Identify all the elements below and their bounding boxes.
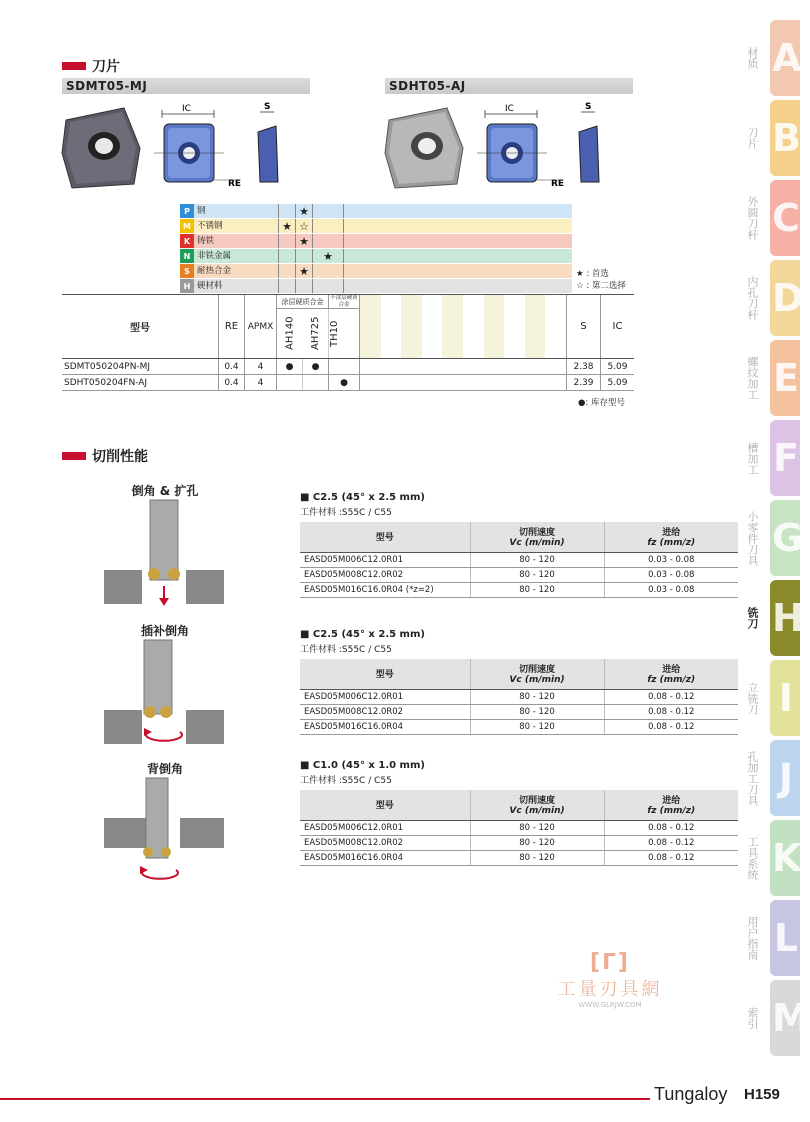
- perf-header-row: [300, 522, 738, 552]
- perf-cell-fz: 0.08 - 0.12: [604, 850, 738, 865]
- coated-header: 涂层硬质合金: [277, 295, 328, 309]
- side-tab-label: 工具系统: [746, 836, 759, 880]
- perf-cell-model: EASD05M006C12.0R01: [300, 552, 470, 567]
- cell-stock-ah140: [276, 375, 302, 390]
- side-tab-letter: F: [773, 436, 799, 480]
- perf-col-model: 型号: [300, 790, 470, 820]
- iso-code: S: [180, 264, 194, 278]
- side-tab-b[interactable]: [746, 98, 801, 178]
- side-tab-letter: B: [772, 116, 801, 160]
- material-row: [180, 234, 572, 249]
- perf-cell-vc: 80 - 120: [470, 552, 604, 567]
- cell-stock-th10: ●: [328, 375, 360, 390]
- material-label: 非铁金属: [197, 251, 232, 261]
- legend-preferred: ★ : 首选: [576, 269, 609, 279]
- side-tab-letter: L: [773, 916, 799, 960]
- perf-col-model: 型号: [300, 522, 470, 552]
- material-row: [180, 249, 572, 264]
- perf-cell-model: EASD05M008C12.0R02: [300, 567, 470, 582]
- grade-mark-th10: [312, 264, 344, 278]
- side-tab-c[interactable]: [746, 178, 800, 258]
- perf-cell-vc: 80 - 120: [470, 567, 604, 582]
- side-tab-label: 孔加工刀具: [746, 750, 759, 806]
- insert-table: [62, 294, 634, 391]
- svg-text:RE: RE: [551, 179, 565, 189]
- grade-mark-ah725: [295, 249, 312, 263]
- perf-row: [300, 567, 738, 582]
- sdmt-front-view: [154, 104, 241, 189]
- cell-stock-ah725: ●: [302, 359, 328, 374]
- material-label: 不锈钢: [197, 221, 223, 231]
- perf-col-vc: 切削速度 Vc (m/min): [470, 659, 604, 689]
- side-tab-letter: M: [772, 996, 810, 1040]
- perf-cell-vc: 80 - 120: [470, 820, 604, 835]
- side-tab-label: 立铣刀: [746, 681, 759, 715]
- footer-brand: Tungaloy: [654, 1084, 728, 1104]
- perf-cell-vc: 80 - 120: [470, 719, 604, 734]
- perf-section-heading: [62, 446, 148, 466]
- perf-table-2-material: 工件材料 :S55C / C55: [300, 645, 392, 655]
- perf-cell-fz: 0.03 - 0.08: [604, 582, 738, 597]
- svg-text:S: S: [264, 102, 271, 112]
- material-label: 铸铁: [197, 236, 215, 246]
- side-tab-e[interactable]: [746, 338, 800, 418]
- cell-apmx: 4: [244, 359, 276, 374]
- grade-mark-th10: [312, 219, 344, 233]
- perf-row: [300, 552, 738, 567]
- perf-row: [300, 850, 738, 865]
- side-tab-a[interactable]: [746, 18, 802, 98]
- perf-row: [300, 719, 738, 734]
- iso-code: P: [180, 204, 194, 218]
- heading-marker: [62, 62, 86, 70]
- col-ic: IC: [600, 295, 634, 358]
- insert-heading-text: 刀片: [92, 59, 120, 75]
- perf-heading-text: 切削性能: [92, 449, 148, 465]
- perf-col-vc: 切削速度 Vc (m/min): [470, 522, 604, 552]
- perf-table-1-material: 工件材料 :S55C / C55: [300, 508, 392, 518]
- iso-code: K: [180, 234, 194, 248]
- col-s: S: [566, 295, 600, 358]
- col-apmx: APMX: [244, 295, 276, 358]
- side-tab-letter: K: [772, 836, 802, 880]
- cell-stock-ah140: ●: [276, 359, 302, 374]
- cell-model: SDMT050204PN-MJ: [64, 362, 151, 372]
- perf-row: [300, 689, 738, 704]
- perf-header-row: [300, 659, 738, 689]
- perf-cell-fz: 0.08 - 0.12: [604, 835, 738, 850]
- side-tab-letter: E: [773, 356, 799, 400]
- col-model: 型号: [130, 323, 150, 334]
- perf-table-1: [300, 522, 738, 598]
- insert-table-header: [62, 295, 634, 359]
- svg-text:RE: RE: [228, 179, 242, 189]
- grade-mark-ah140: [278, 279, 295, 293]
- legend-stock: ●: 库存型号: [578, 398, 625, 408]
- iso-code: M: [180, 219, 194, 233]
- side-tab-label: 用户指南: [746, 916, 759, 960]
- side-tab-d[interactable]: [746, 258, 804, 338]
- cell-stock-th10: [328, 359, 360, 374]
- perf-table-1-block: [300, 492, 738, 598]
- illus-label-2: 插补倒角: [140, 624, 189, 638]
- perf-cell-model: EASD05M016C16.0R04: [300, 719, 470, 734]
- perf-col-fz: 进给 fz (mm/z): [604, 659, 738, 689]
- grade-mark-ah140: [278, 234, 295, 248]
- side-tab-label: 索引: [746, 1007, 759, 1029]
- side-tab-j[interactable]: [746, 738, 800, 818]
- cell-re: 0.4: [218, 359, 244, 374]
- grade-mark-th10: [312, 234, 344, 248]
- material-row: [180, 219, 572, 234]
- iso-code: N: [180, 249, 194, 263]
- cell-ic: 5.09: [600, 359, 634, 374]
- perf-cell-model: EASD05M016C16.0R04: [300, 850, 470, 865]
- side-tab-label: 螺纹加工: [746, 356, 759, 400]
- perf-table-2: [300, 659, 738, 735]
- side-tab-label: 铣刀: [746, 607, 759, 629]
- side-tab-label: 小零件刀具: [746, 510, 759, 566]
- perf-row: [300, 704, 738, 719]
- grade-mark-ah725: ☆: [295, 219, 312, 233]
- grade-mark-th10: [312, 279, 344, 293]
- iso-code: H: [180, 279, 194, 293]
- watermark-url: WWW.GLRJW.COM: [578, 1001, 642, 1009]
- side-tab-letter: I: [778, 676, 794, 720]
- grade-mark-ah140: [278, 264, 295, 278]
- grade-mark-th10: ★: [312, 249, 344, 263]
- perf-table-3-material: 工件材料 :S55C / C55: [300, 776, 392, 786]
- grade-mark-th10: [312, 204, 344, 218]
- perf-col-vc: 切削速度 Vc (m/min): [470, 790, 604, 820]
- perf-table-3: [300, 790, 738, 866]
- side-tab-letter: D: [772, 276, 804, 320]
- side-tab-i[interactable]: [746, 658, 800, 738]
- perf-table-2-title: ■ C2.5 (45° x 2.5 mm): [300, 629, 425, 640]
- grade-th10: TH10: [329, 320, 340, 347]
- perf-row: [300, 582, 738, 597]
- footer-page-number: H159: [744, 1086, 780, 1103]
- side-tab-letter: G: [772, 516, 804, 560]
- material-label: 耐热合金: [197, 266, 232, 276]
- grade-ah140: AH140: [284, 316, 296, 351]
- svg-text:S: S: [585, 102, 592, 112]
- perf-cell-model: EASD05M008C12.0R02: [300, 835, 470, 850]
- perf-cell-vc: 80 - 120: [470, 704, 604, 719]
- side-tab-k[interactable]: [746, 818, 802, 898]
- side-tab-letter: H: [772, 596, 804, 640]
- side-tab-letter: A: [772, 36, 802, 80]
- cell-apmx: 4: [244, 375, 276, 390]
- perf-cell-fz: 0.03 - 0.08: [604, 552, 738, 567]
- footer-rule: [0, 1098, 650, 1100]
- perf-cell-fz: 0.03 - 0.08: [604, 567, 738, 582]
- interpolation-chamfer-illustration: [104, 640, 224, 750]
- sdht-front-view: [477, 104, 564, 189]
- perf-cell-vc: 80 - 120: [470, 582, 604, 597]
- grade-mark-ah140: ★: [278, 219, 295, 233]
- material-grid: [180, 204, 572, 294]
- sdmt-side-view: [258, 102, 278, 182]
- perf-table-3-title: ■ C1.0 (45° x 1.0 mm): [300, 760, 425, 771]
- perf-col-fz: 进给 fz (mm/z): [604, 790, 738, 820]
- insert-section-heading: [62, 56, 120, 76]
- chamfer-bore-illustration: [104, 500, 224, 610]
- perf-table-3-block: [300, 760, 738, 866]
- perf-table-1-title: ■ C2.5 (45° x 2.5 mm): [300, 492, 425, 503]
- perf-cell-vc: 80 - 120: [470, 850, 604, 865]
- grade-mark-ah725: [295, 279, 312, 293]
- sdmt-insert-drawings: [62, 98, 312, 198]
- svg-text:IC: IC: [182, 104, 191, 114]
- illus-label-1: 倒角 & 扩孔: [131, 484, 199, 498]
- perf-cell-fz: 0.08 - 0.12: [604, 704, 738, 719]
- model-title-sdht: SDHT05-AJ: [385, 78, 633, 94]
- sdht-insert-photo: [385, 108, 463, 188]
- grade-ah725: AH725: [303, 309, 329, 358]
- perf-table-2-block: [300, 629, 738, 735]
- grade-mark-ah725: ★: [295, 204, 312, 218]
- cell-re: 0.4: [218, 375, 244, 390]
- svg-text:IC: IC: [505, 104, 514, 114]
- material-label: 钢: [197, 206, 206, 216]
- material-label: 硬材料: [197, 281, 223, 291]
- perf-cell-fz: 0.08 - 0.12: [604, 689, 738, 704]
- perf-col-model: 型号: [300, 659, 470, 689]
- material-row: [180, 264, 572, 279]
- side-tab-letter: J: [778, 756, 794, 800]
- material-row: [180, 279, 572, 294]
- col-coated: [276, 295, 328, 358]
- sdht-side-view: [579, 102, 599, 182]
- side-tab-f[interactable]: [746, 418, 800, 498]
- col-uncoated: [328, 295, 360, 358]
- watermark: [540, 950, 680, 1009]
- watermark-text: 工量刃具網: [557, 979, 663, 1000]
- side-tab-label: 槽加工: [746, 441, 759, 475]
- cell-model: SDHT050204FN-AJ: [64, 378, 148, 388]
- perf-cell-vc: 80 - 120: [470, 689, 604, 704]
- grade-mark-ah725: ★: [295, 264, 312, 278]
- grade-mark-ah140: [278, 249, 295, 263]
- perf-row: [300, 835, 738, 850]
- material-row: [180, 204, 572, 219]
- perf-cell-model: EASD05M008C12.0R02: [300, 704, 470, 719]
- insert-row: [62, 359, 634, 375]
- cell-ic: 5.09: [600, 375, 634, 390]
- perf-cell-model: EASD05M016C16.0R04 (*z=2): [300, 582, 470, 597]
- perf-cell-vc: 80 - 120: [470, 835, 604, 850]
- side-tab-h[interactable]: [746, 578, 804, 658]
- side-tab-m[interactable]: [746, 978, 810, 1058]
- perf-header-row: [300, 790, 738, 820]
- illus-label-3: 背倒角: [146, 762, 183, 776]
- side-tab-label: 内孔刀杆: [746, 276, 759, 320]
- model-title-sdmt: SDMT05-MJ: [62, 78, 310, 94]
- perf-cell-model: EASD05M006C12.0R01: [300, 820, 470, 835]
- perf-cell-fz: 0.08 - 0.12: [604, 719, 738, 734]
- grade-mark-ah725: ★: [295, 234, 312, 248]
- empty-grade-columns: [360, 295, 566, 358]
- side-tab-label: 材质: [746, 47, 759, 69]
- perf-col-fz: 进给 fz (mm/z): [604, 522, 738, 552]
- side-tab-g[interactable]: [746, 498, 804, 578]
- back-chamfer-illustration: [104, 778, 224, 888]
- grade-legend: [576, 268, 626, 292]
- cell-s: 2.38: [566, 359, 600, 374]
- sdht-insert-drawings: [385, 98, 635, 198]
- perf-row: [300, 820, 738, 835]
- cell-s: 2.39: [566, 375, 600, 390]
- side-tab-label: 外圆刀杆: [746, 196, 759, 240]
- col-re: RE: [218, 295, 244, 358]
- side-tab-l[interactable]: [746, 898, 800, 978]
- side-tab-letter: C: [772, 196, 800, 240]
- legend-second: ☆ : 第二选择: [576, 281, 626, 291]
- perf-cell-model: EASD05M006C12.0R01: [300, 689, 470, 704]
- sdmt-insert-photo: [62, 108, 140, 188]
- heading-marker: [62, 452, 86, 460]
- cell-stock-ah725: [302, 375, 328, 390]
- insert-row: [62, 375, 634, 391]
- perf-cell-fz: 0.08 - 0.12: [604, 820, 738, 835]
- side-tab-label: 刀片: [746, 127, 759, 149]
- uncoated-header: 不涂层硬质合金: [330, 295, 358, 308]
- watermark-logo: [ᒥ]: [590, 950, 630, 975]
- grade-mark-ah140: [278, 204, 295, 218]
